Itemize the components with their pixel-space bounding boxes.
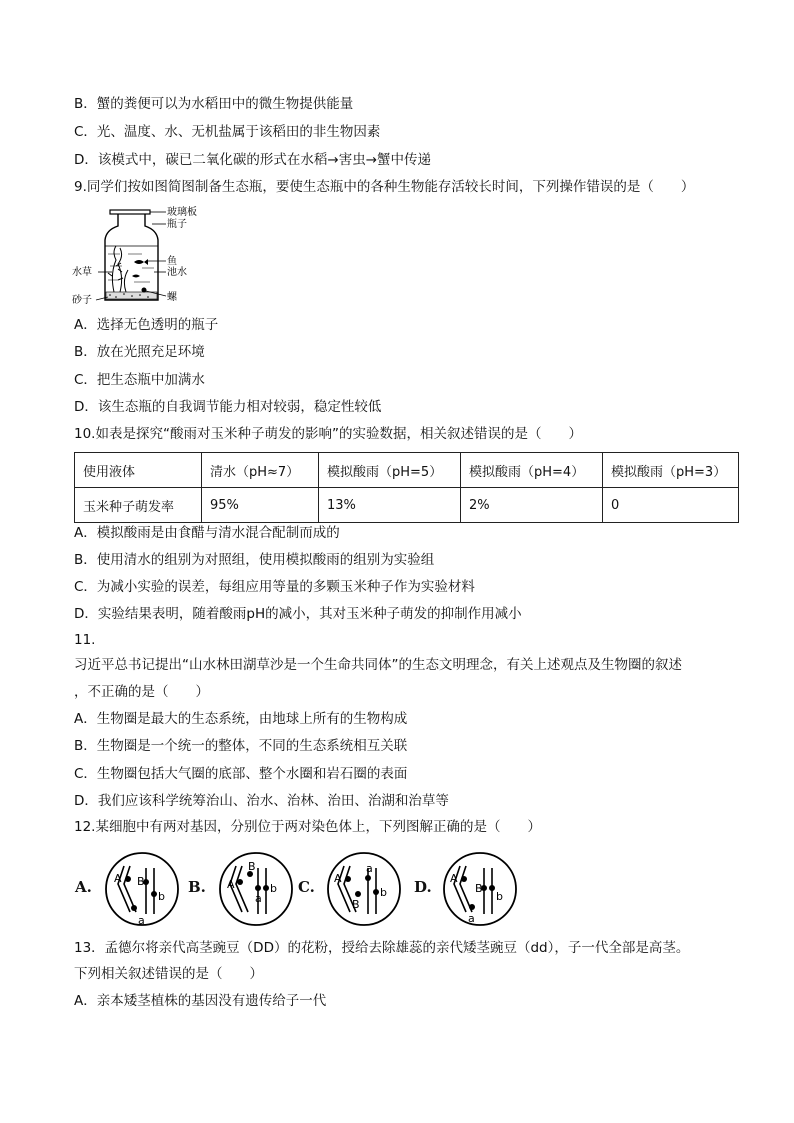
q12-stem: 12.某细胞中有两对基因，分别位于两对染色体上，下列图解正确的是（ ） [74, 819, 541, 835]
q12-option-c-letter: C. [298, 878, 315, 896]
table-header-cell: 模拟酸雨（pH=5） [319, 453, 461, 488]
q13-stem-line2: 下列相关叙述错误的是（ ） [74, 966, 263, 982]
gene-label-B: B [352, 898, 360, 911]
label-glass-plate: 玻璃板 [167, 207, 197, 218]
table-header-cell: 模拟酸雨（pH=3） [603, 453, 739, 488]
gene-label-a: a [255, 892, 262, 905]
q10-option-b: B．使用清水的组别为对照组，使用模拟酸雨的组别为实验组 [74, 552, 435, 568]
q12-option-b-letter: B. [188, 878, 206, 896]
gene-label-a: a [366, 862, 373, 875]
gene-label-A: A [227, 878, 235, 891]
table-header-row [75, 453, 739, 488]
table-header-cell: 使用液体 [75, 453, 202, 488]
table-header-cell: 模拟酸雨（pH=4） [461, 453, 603, 488]
label-fish: 鱼 [167, 256, 177, 267]
q11-option-a: A．生物圈是最大的生态系统，由地球上所有的生物构成 [74, 711, 408, 727]
table-cell: 2% [461, 488, 603, 523]
gene-label-B: B [137, 875, 145, 888]
gene-label-A: A [334, 872, 342, 885]
table-cell: 玉米种子萌发率 [75, 488, 202, 523]
gene-label-B: B [248, 860, 256, 873]
label-water-weed: 水草 [72, 267, 92, 278]
q10-option-d: D．实验结果表明，随着酸雨pH的减小，其对玉米种子萌发的抑制作用减小 [74, 606, 522, 622]
q9-option-b: B．放在光照充足环境 [74, 344, 205, 360]
gene-label-A: A [114, 872, 122, 885]
q10-option-a: A．模拟酸雨是由食醋与清水混合配制而成的 [74, 525, 340, 541]
q11-number: 11. [74, 632, 96, 648]
q13-stem-line1: 13．孟德尔将亲代高茎豌豆（DD）的花粉，授给去除雄蕊的亲代矮茎豌豆（dd），子一代全部是高茎。 [74, 940, 690, 956]
table-header-cell: 清水（pH≈7） [202, 453, 319, 488]
q11-option-c: C．生物圈包括大气圈的底部、整个水圈和岩石圈的表面 [74, 766, 408, 782]
q9-option-c: C．把生态瓶中加满水 [74, 372, 205, 388]
q10-data-table [74, 452, 739, 523]
label-bottle: 瓶子 [167, 219, 187, 230]
table-cell: 13% [319, 488, 461, 523]
q8-option-d: D．该模式中，碳已二氧化碳的形式在水稻→害虫→蟹中传递 [74, 152, 432, 168]
gene-label-b: b [496, 890, 503, 903]
q11-option-b: B．生物圈是一个统一的整体，不同的生态系统相互关联 [74, 738, 408, 754]
q9-option-a: A．选择无色透明的瓶子 [74, 317, 219, 333]
label-snail: 螺 [167, 292, 177, 303]
label-sand: 砂子 [72, 295, 92, 306]
label-pond-water: 池水 [167, 267, 187, 278]
table-cell: 0 [603, 488, 739, 523]
gene-label-a: a [468, 912, 475, 925]
q9-stem: 9.同学们按如图简图制备生态瓶，要使生态瓶中的各种生物能存活较长时间，下列操作错误的是（ ） [74, 179, 695, 195]
q12-option-d-letter: D. [414, 878, 432, 896]
ecosystem-bottle-figure [72, 204, 202, 308]
q13-option-a: A．亲本矮茎植株的基因没有遗传给子一代 [74, 993, 327, 1009]
table-row [75, 488, 739, 523]
q12-cell-diagrams [100, 852, 530, 928]
q10-stem: 10.如表是探究“酸雨对玉米种子萌发的影响”的实验数据，相关叙述错误的是（ ） [74, 426, 582, 442]
q10-option-c: C．为减小实验的误差，每组应用等量的多颗玉米种子作为实验材料 [74, 579, 475, 595]
gene-label-b: b [270, 882, 277, 895]
q11-stem-line2: ，不正确的是（ ） [74, 684, 209, 700]
gene-label-b: b [380, 886, 387, 899]
gene-label-b: b [158, 890, 165, 903]
q8-option-c: C．光、温度、水、无机盐属于该稻田的非生物因素 [74, 124, 381, 140]
gene-label-a: a [138, 914, 145, 927]
q11-stem-line1: 习近平总书记提出“山水林田湖草沙是一个生命共同体”的生态文明理念，有关上述观点及生物圈的叙述 [74, 657, 682, 673]
q9-option-d: D．该生态瓶的自我调节能力相对较弱，稳定性较低 [74, 399, 382, 415]
q8-option-b: B．蟹的粪便可以为水稻田中的微生物提供能量 [74, 96, 354, 112]
gene-label-B: B [475, 882, 483, 895]
gene-label-A: A [450, 872, 458, 885]
q11-option-d: D．我们应该科学统筹治山、治水、治林、治田、治湖和治草等 [74, 793, 449, 809]
q12-option-a-letter: A. [75, 878, 92, 896]
table-cell: 95% [202, 488, 319, 523]
